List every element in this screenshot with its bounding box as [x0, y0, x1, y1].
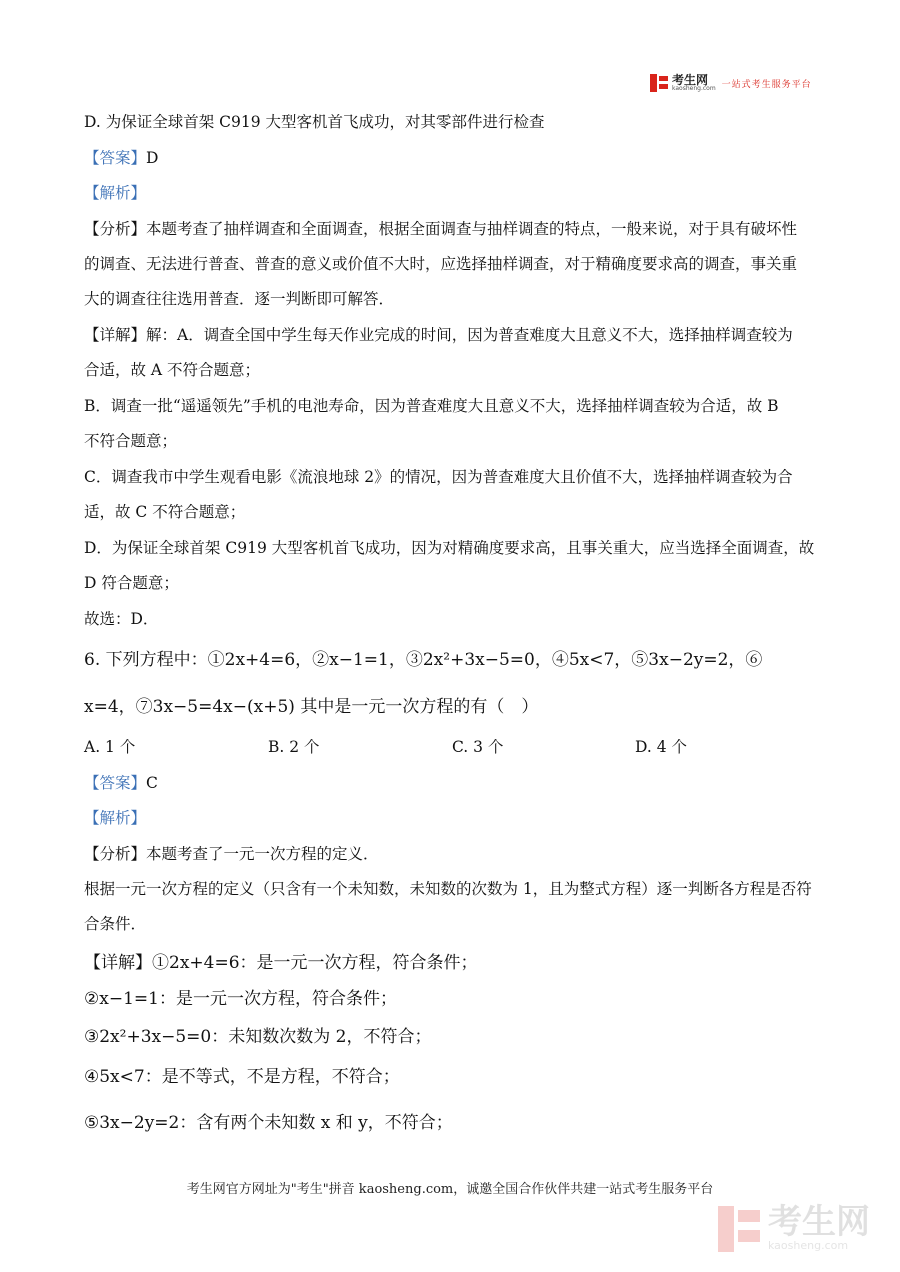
detail-item: ①2x+4=6：是一元一次方程，符合条件； [152, 953, 478, 973]
logo-cn: 考生网 [672, 73, 709, 87]
detail-item: ③2x²+3x−5=0：未知数次数为 2，不符合； [84, 1027, 432, 1047]
kaosheng-watermark-icon [718, 1206, 760, 1252]
watermark-en: kaosheng.com [768, 1239, 849, 1252]
answer-line-1 [84, 146, 158, 168]
watermark-cn: 考生网 [768, 1202, 870, 1242]
watermark [718, 1202, 870, 1252]
question-6-line-2: x=4，⑦3x−5=4x−(x+5) 其中是一元一次方程的有（ ） [84, 697, 539, 717]
text-line: 不符合题意； [84, 432, 178, 450]
option-d-line: D. 为保证全球首架 C919 大型客机首飞成功，对其零部件进行检查 [84, 113, 545, 131]
footer-text: 考生网官方网址为"考生"拼音 kaosheng.com，诚邀全国合作伙伴共建一站式考生服务平台 [186, 1182, 714, 1197]
option-c: C. 3 个 [452, 738, 504, 756]
text-line: 的调查、无法进行普查、普查的意义或价值不大时，应选择抽样调查，对于精确度要求高的调查，事关重 [84, 255, 798, 273]
answer-value: C [146, 774, 158, 792]
text-line: B．调查一批“遥遥领先”手机的电池寿命，因为普查难度大且意义不大，选择抽样调查较为合适，故 B [84, 397, 779, 415]
detail-line [84, 948, 478, 973]
question-6-line-1: 6. 下列方程中：①2x+4=6，②x−1=1，③2x²+3x−5=0，④5x<7，⑤3x−2y=2，⑥ [84, 650, 763, 670]
answer-value: D [146, 149, 159, 167]
detail-line [84, 323, 793, 345]
answer-tag: 【答案】 [84, 774, 147, 792]
detail-item: ④5x<7：是不等式，不是方程，不符合； [84, 1067, 400, 1087]
answer-tag: 【答案】 [84, 149, 147, 167]
text-line: D．为保证全球首架 C919 大型客机首飞成功，因为对精确度要求高，且事关重大，应当选择全面调查，故 [84, 539, 815, 557]
option-a: A. 1 个 [84, 738, 136, 756]
text-line: 合条件． [84, 915, 147, 933]
detail-tag: 【详解】 [84, 953, 152, 973]
fenxi-tag: 【分析】 [84, 220, 147, 238]
kaosheng-logo-icon [650, 74, 668, 92]
text-line: 根据一元一次方程的定义（只含有一个未知数，未知数的次数为 1，且为整式方程）逐一判断各方程是否符 [84, 880, 812, 898]
detail-item: ⑤3x−2y=2：含有两个未知数 x 和 y，不符合； [84, 1113, 453, 1133]
fenxi-text: 本题考查了一元一次方程的定义． [146, 845, 379, 863]
text-line: 故选：D． [84, 610, 159, 628]
text-line: 适，故 C 不符合题意； [84, 503, 246, 521]
text-line: 大的调查往往选用普查．逐一判断即可解答． [84, 290, 395, 308]
logo-en: kaosheng.com [672, 85, 716, 92]
fenxi-line [84, 842, 379, 864]
answer-line-2 [84, 771, 158, 793]
option-b: B. 2 个 [268, 738, 320, 756]
option-d: D. 4 个 [635, 738, 688, 756]
fenxi-tag: 【分析】 [84, 845, 147, 863]
analysis-tag: 【解析】 [84, 184, 147, 202]
detail-item: ②x−1=1：是一元一次方程，符合条件； [84, 989, 397, 1009]
text-line: C．调查我市中学生观看电影《流浪地球 2》的情况，因为普查难度大且价值不大，选择抽样调查较为合 [84, 468, 793, 486]
fenxi-line [84, 217, 797, 239]
detail-tag: 【详解】 [84, 326, 147, 344]
fenxi-text: 本题考查了抽样调查和全面调查，根据全面调查与抽样调查的特点，一般来说，对于具有破坏性 [146, 220, 798, 238]
text-line: 合适，故 A 不符合题意； [84, 361, 261, 379]
text-line: D 符合题意； [84, 574, 179, 592]
detail-text: 解：A．调查全国中学生每天作业完成的时间，因为普查难度大且意义不大，选择抽样调查较为 [146, 326, 793, 344]
header-slogan: 一站式考生服务平台 [721, 79, 812, 90]
header-logo [650, 74, 812, 92]
analysis-tag: 【解析】 [84, 809, 147, 827]
